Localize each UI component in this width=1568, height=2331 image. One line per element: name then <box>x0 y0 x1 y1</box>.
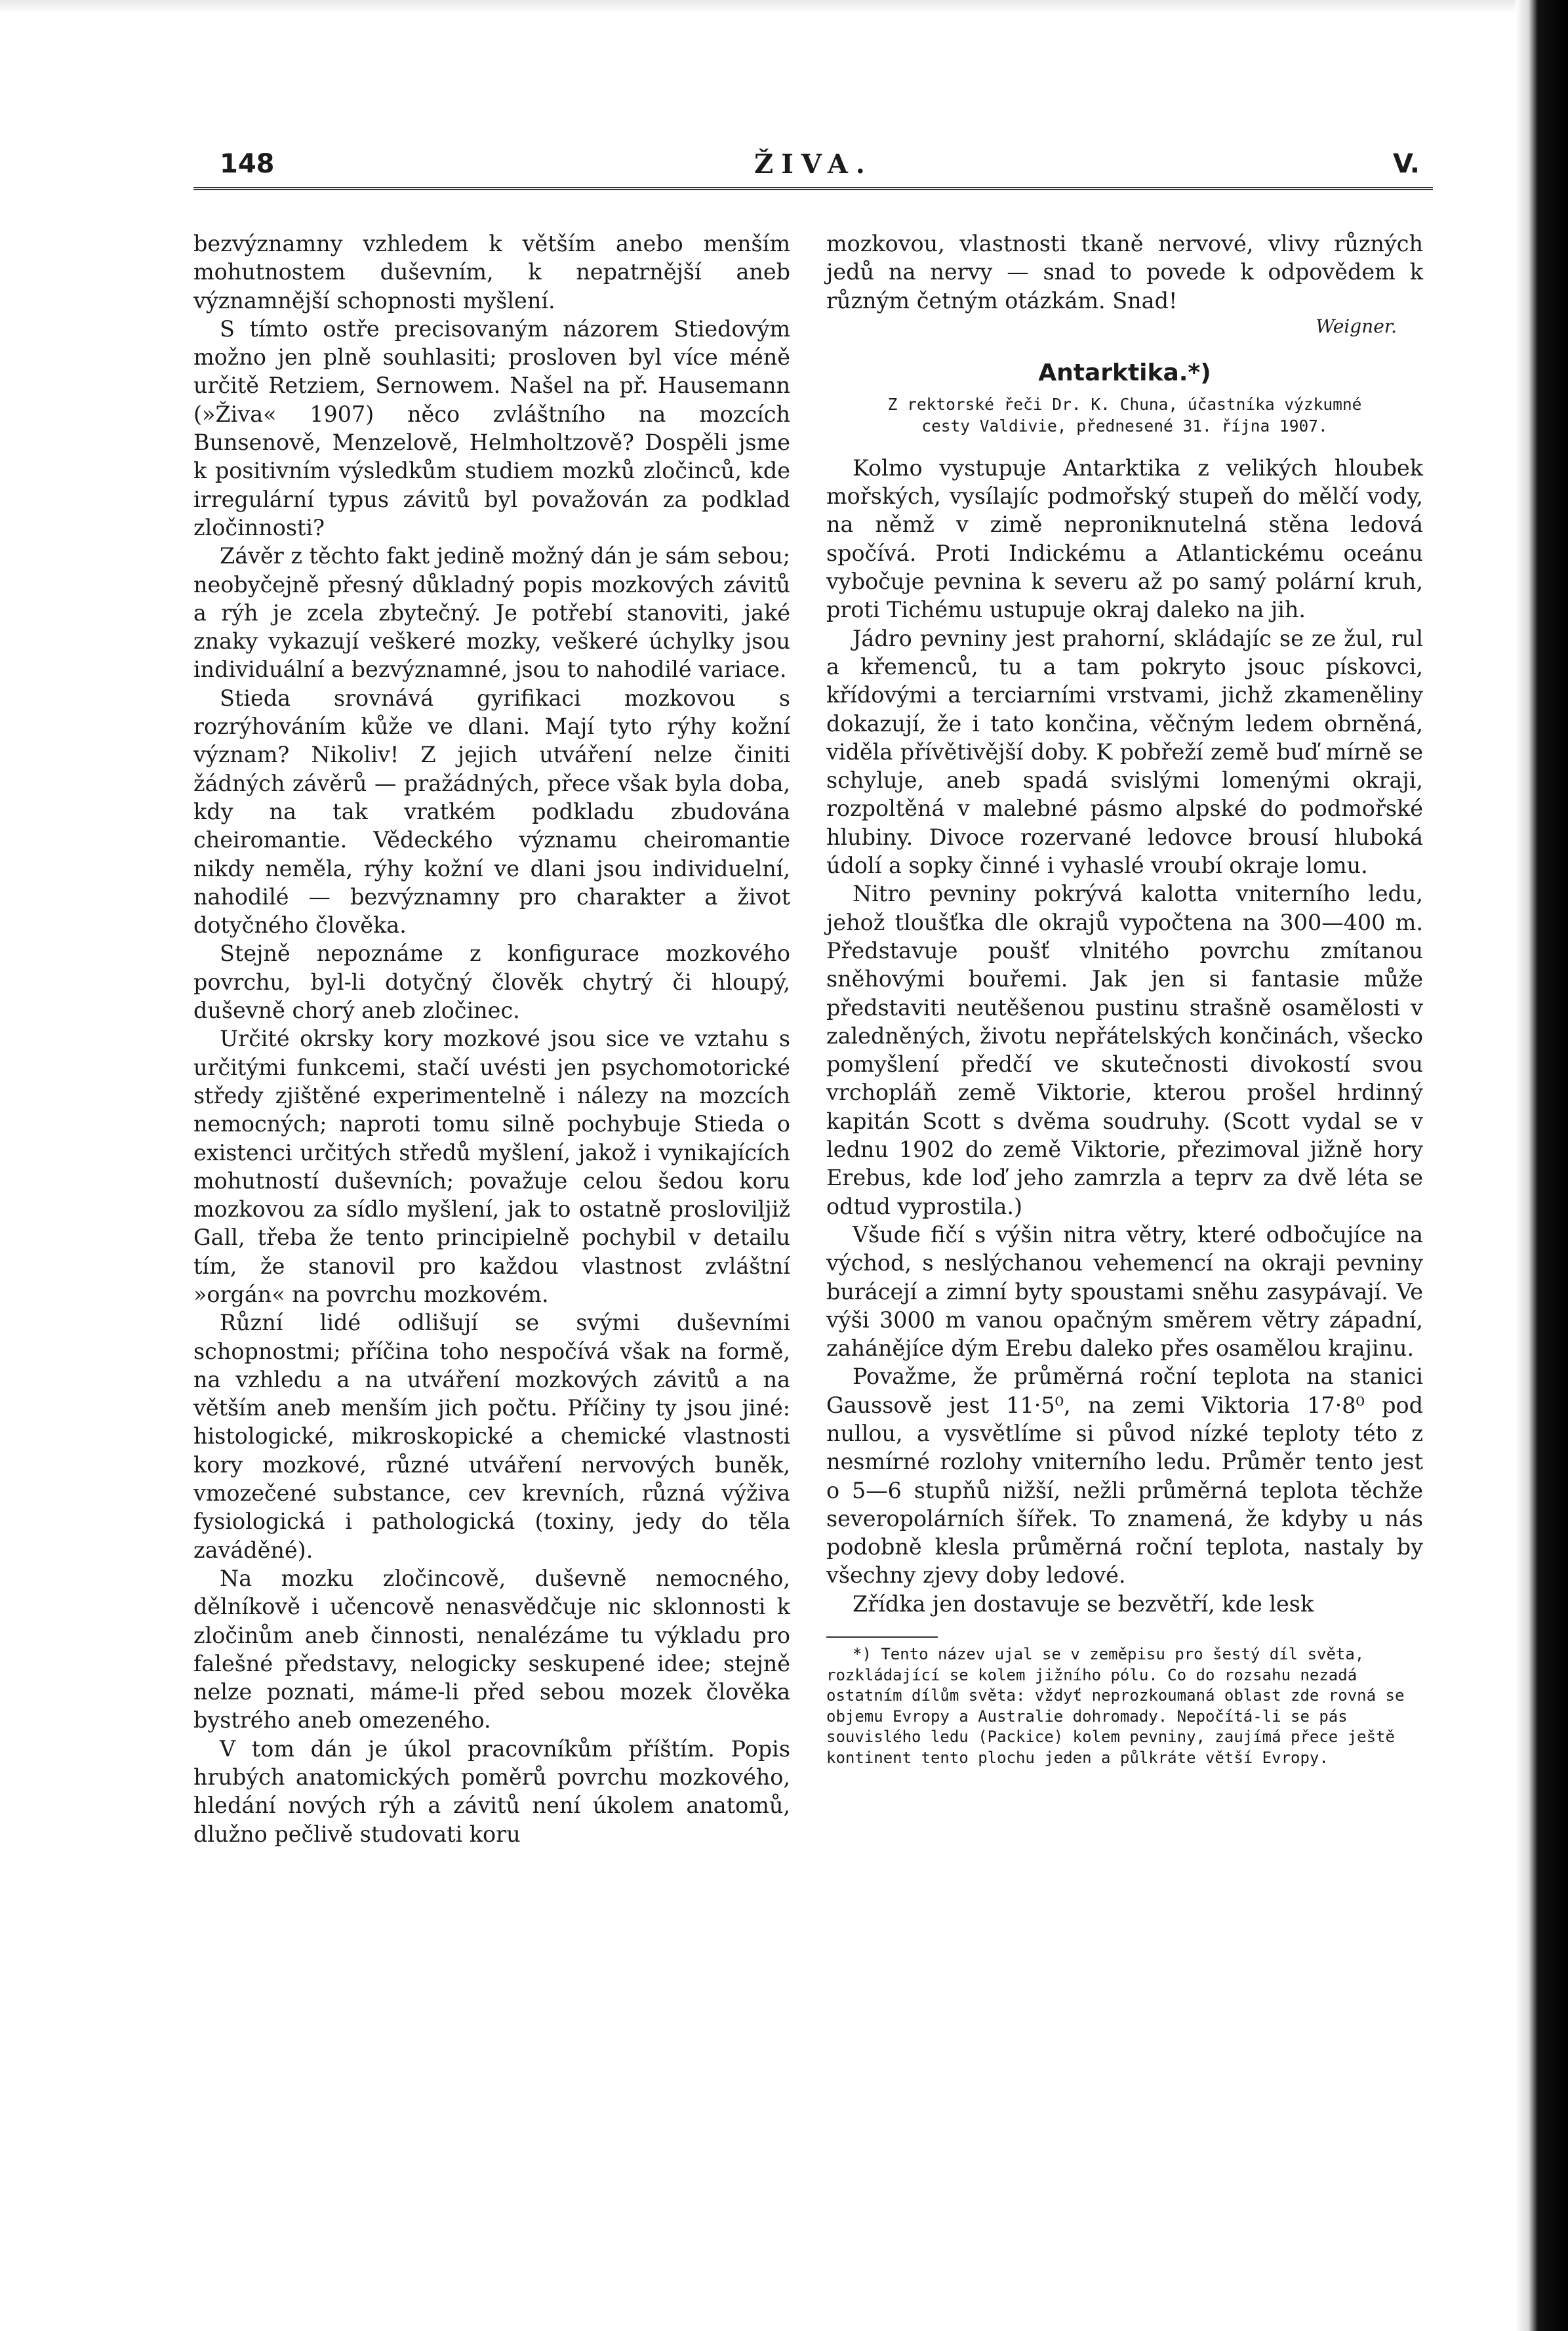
paragraph: Stieda srovnává gyrifikaci mozkovou s rozrýhováním kůže ve dlani. Mají tyto rýhy kožní význam? Nikoliv! Z jejich utváření nelze činiti žádných závěrů — pražádných, přece však byla doba, kdy na tak vratkém podkladu zbudována cheiromantie. Vědeckého významu cheiromantie nikdy neměla, rýhy kožní ve dlani jsou individuelní, nahodilé — bezvýznamny pro charakter a život dotyčného člověka. <box>193 685 790 939</box>
left-column <box>193 230 790 1848</box>
page-number: 148 <box>220 149 275 179</box>
paragraph: Kolmo vystupuje Antarktika z velikých hloubek mořských, vysílajíc podmořský stupeň do mělčí vody, na němž v zimě neproniknutelná stěna ledová spočívá. Proti Indickému a Atlantickému oceánu vybočuje pevnina k severu až po samý polární kruh, proti Tichému ustupuje okraj daleko na jih. <box>826 455 1423 623</box>
paragraph: S tímto ostře precisovaným názorem Stiedovým možno jen plně souhlasiti; prosloven byl více méně určitě Retziem, Sernowem. Našel na př. Hausemann (»Živa« 1907) něco zvláštního na mozcích Bunsenově, Menzelově, Helmholtzově? Dospěli jsme k positivním výsledkům studiem mozků zločinců, kde irregulární typus závitů byl považován za podklad zločinnosti? <box>193 315 790 540</box>
subtitle-line: Z rektorské řeči Dr. K. Chuna, účastníka výzkumné <box>887 394 1362 414</box>
paragraph: bezvýznamny vzhledem k větším anebo menším mohutnostem duševním, k nepatrnější aneb významnější schopnosti myšlení. <box>193 231 790 314</box>
footnote-divider <box>826 1636 938 1638</box>
paragraph: V tom dán je úkol pracovníkům příštím. Popis hrubých anatomických poměrů povrchu mozkového, hledání nových rýh a závitů není úkolem anatomů, dlužno pečlivě studovati koru <box>193 1735 790 1847</box>
paragraph: Nitro pevniny pokrývá kalotta vniterního ledu, jehož tloušťka dle okrajů vypočtena na 300—400 m. Představuje poušť vlnitého povrchu zmítanou sněhovými bouřemi. Jak jen si fantasie může představiti neutěšenou pustinu strašně osamělosti v zaledněných, životu nepřátelských končinách, všecko pomyšlení předčí ve skutečnosti divokostí svou vrchopláň země Viktorie, kterou prošel hrdinný kapitán Scott s dvěma soudruhy. (Scott vydal se v lednu 1902 do země Viktorie, přezimoval jižně hory Erebus, kde loď jeho zamrzla a teprv za dvě léta se odtud vyprostila.) <box>826 881 1423 1219</box>
volume-number: V. <box>1393 149 1420 179</box>
footnote: *) Tento název ujal se v zeměpisu pro šestý díl světa, rozkládající se kolem jižního pólu. Co do rozsahu nezadá ostatním dílům světa: vždyť neprozkoumaná oblast zde rovná se objemu Evropy a Australie dohromady. Nepočítá-li se pás souvislého ledu (Packice) kolem pevniny, zaujímá přece ještě kontinent tento plochu jeden a půlkráte větší Evropy. <box>826 1645 1405 1768</box>
scan-top-edge <box>0 0 1568 13</box>
article-title: Antarktika.*) <box>1038 359 1211 386</box>
journal-title: ŽIVA. <box>754 149 873 180</box>
paragraph: Závěr z těchto fakt jedině možný dán je sám sebou; neobyčejně přesný důkladný popis mozkových závitů a rýh je zcela zbytečný. Je potřebí stanoviti, jaké znaky vykazují veškeré mozky, veškeré úchylky jsou individuální a bezvýznamné, jsou to nahodilé variace. <box>193 543 790 683</box>
paragraph: Na mozku zločincově, duševně nemocného, dělníkově i učencově nenasvědčuje nic sklonnosti k zločinům aneb činnosti, nenalézáme tu výkladu pro falešné představy, nelogicky seskupené idee; stejně nelze poznati, máme-li před sebou mozek člověka bystrého aneb omezeného. <box>193 1565 790 1733</box>
paragraph: Jádro pevniny jest prahorní, skládajíc se ze žul, rul a křemenců, tu a tam pokryto jsouc pískovci, křídovými a terciarními vrstvami, jichž zkameněliny dokazují, že i tato končina, věčným ledem obrněná, viděla přívětivější doby. K pobřeží země buď mírně se schyluje, aneb spadá svislými lomenými okraji, rozpoltěná v malebné pásmo alpské do podmořské hlubiny. Divoce rozervané ledovce brousí hluboká údolí a sopky činné i vyhaslé vroubí okraje lomu. <box>826 625 1423 879</box>
paragraph: mozkovou, vlastnosti tkaně nervové, vlivy různých jedů na nervy — snad to povede k odpovědem k různým četným otázkám. Snad! <box>826 231 1423 314</box>
article-subtitle <box>826 394 1423 437</box>
paragraph: Stejně nepoznáme z konfigurace mozkového povrchu, byl-li dotyčný člověk chytrý či hloupý, duševně chorý aneb zločinec. <box>193 941 790 1024</box>
journal-page <box>193 141 1433 2109</box>
page-header <box>193 141 1433 190</box>
author-signature: Weigner. <box>1316 315 1397 337</box>
paragraph: Všude fičí s výšin nitra větry, které odbočujíce na východ, s neslýchanou vehemencí na okraji pevniny burácejí a zimní byty spoustami sněhu zasypávají. Ve výši 3000 m vanou opačným směrem větry západní, zahánějíce dým Erebu daleko přes osamělou krajinu. <box>826 1221 1423 1362</box>
paragraph: Považme, že průměrná roční teplota na stanici Gaussově jest 11·5⁰, na zemi Viktoria 17·8⁰ pod nullou, a vysvětlíme si původ nízké teploty této z nesmírné rozlohy vniterního ledu. Průměr tento jest o 5—6 stupňů nižší, nežli průměrná teplota těchže severopolárních šířek. To znamená, že kdyby u nás podobně klesla průměrná roční teplota, nastaly by všechny zjevy doby ledové. <box>826 1364 1423 1589</box>
right-column <box>826 230 1423 1769</box>
paragraph: Určité okrsky kory mozkové jsou sice ve vztahu s určitými funkcemi, stačí uvésti jen psychomotorické středy zjištěné experimentelně i nálezy na mozcích nemocných; naproti tomu silně pochybuje Stieda o existenci určitých středů myšlení, jakož i vynikajících mohutností duševních; považuje celou šedou koru mozkovou za sídlo myšlení, jak to ostatně prosloviljiž Gall, třeba že tento principielně pochybil v detailu tím, že stanovil pro každou vlastnost zvláštní »orgán« na povrchu mozkovém. <box>193 1026 790 1307</box>
subtitle-line: cesty Valdivie, přednesené 31. října 1907. <box>921 416 1328 436</box>
scan-right-edge <box>1516 0 1568 2331</box>
paragraph: Zřídka jen dostavuje se bezvětří, kde lesk <box>853 1591 1314 1617</box>
paragraph: Různí lidé odlišují se svými duševními schopnostmi; příčina toho nespočívá však na formě, na vzhledu a na utváření mozkových závitů a na větším aneb menším jich počtu. Příčiny ty jsou jiné: histologické, mikroskopické a chemické vlastnosti kory mozkové, různé utváření nervových buněk, vmozečené substance, cev krevních, různá výživa fysiologická i pathologická (toxiny, jedy do těla zaváděné). <box>193 1310 790 1563</box>
